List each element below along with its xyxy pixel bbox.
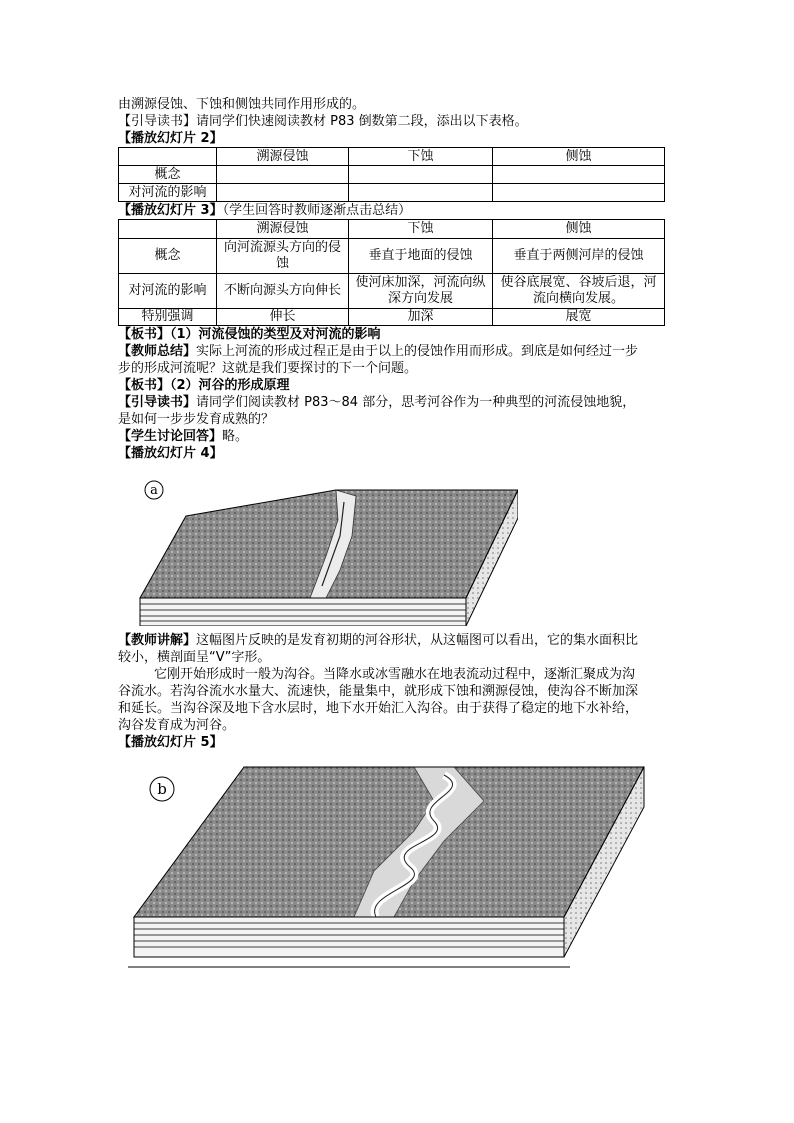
table-header-cell xyxy=(119,220,217,239)
table-row: 对河流的影响 不断向源头方向伸长 使河床加深，河流向纵深方向发展 使谷底展宽、谷坡后退，河流向横向发展。 xyxy=(119,274,665,309)
text-line: 步的形成河流呢？这就是我们要探讨的下一个问题。 xyxy=(118,361,418,376)
section-tag: 【播放幻灯片 5】 xyxy=(118,735,223,750)
text-line: 谷流水。若沟谷流水水量大、流速快，能量集中，就形成下蚀和溯源侵蚀，使沟谷不断加深 xyxy=(118,684,639,699)
text-line: 它刚开始形成时一般为沟谷。当降水或冰雪融水在地表流动过程中，逐渐汇聚成为沟 xyxy=(154,667,636,682)
tag: 【引导读书】 xyxy=(118,114,197,129)
front-strata xyxy=(140,598,466,626)
figure-label: b xyxy=(157,780,167,798)
table-row: 对河流的影响 xyxy=(119,184,665,202)
table-header-cell: 侧蚀 xyxy=(493,220,665,239)
text-line: 【板书】（2）河谷的形成原理 xyxy=(118,378,290,393)
text-line: 沟谷发育成为河谷。 xyxy=(118,718,236,733)
summary-table xyxy=(118,219,665,326)
section-tag: 【播放幻灯片 3】 xyxy=(118,203,223,218)
table-row: 概念 xyxy=(119,166,665,184)
text-line: 是如何一步步发育成熟的？ xyxy=(118,412,275,427)
figure-b-developed-valley xyxy=(114,761,674,971)
text-line: 【板书】（1）河流侵蚀的类型及对河流的影响 xyxy=(118,327,381,342)
table-row: 概念 向河流源头方向的侵蚀 垂直于地面的侵蚀 垂直于两侧河岸的侵蚀 xyxy=(119,239,665,274)
table-header-cell: 溯源侵蚀 xyxy=(217,220,349,239)
text-line: 【教师讲解】这幅图片反映的是发育初期的河谷形状，从这幅图可以看出，它的集水面积比 xyxy=(118,633,639,648)
text-line: 【学生讨论回答】略。 xyxy=(118,429,249,444)
text-line: 【播放幻灯片 3】（学生回答时教师逐渐点击总结） xyxy=(118,203,412,218)
table-header-cell: 下蚀 xyxy=(349,220,493,239)
text-line: 【引导读书】请同学们快速阅读教材 P83 倒数第二段，添出以下表格。 xyxy=(118,114,528,129)
text-line: 【引导读书】请同学们阅读教材 P83～84 部分，思考河谷作为一种典型的河流侵蚀地貌， xyxy=(118,395,636,410)
table-header-cell xyxy=(119,148,217,166)
text-line: 较小，横剖面呈“V”字形。 xyxy=(118,650,271,665)
text-line: 【教师总结】实际上河流的形成过程正是由于以上的侵蚀作用而形成。到底是如何经过一步 xyxy=(118,344,639,359)
table-header-cell: 溯源侵蚀 xyxy=(217,148,349,166)
table-row: 特别强调 伸长 加深 展宽 xyxy=(119,309,665,326)
section-tag: 【播放幻灯片 2】 xyxy=(118,131,223,146)
figure-a-young-valley xyxy=(126,476,518,626)
figure-label: a xyxy=(150,483,158,498)
section-tag: 【播放幻灯片 4】 xyxy=(118,446,223,461)
table-header-cell: 下蚀 xyxy=(349,148,493,166)
blank-table xyxy=(118,147,665,202)
text-line: 由溯源侵蚀、下蚀和侧蚀共同作用形成的。 xyxy=(118,97,366,112)
document-page xyxy=(118,96,668,971)
text-line: 和延长。当沟谷深及地下含水层时，地下水开始汇入沟谷。由于获得了稳定的地下水补给， xyxy=(118,701,639,716)
table-header-cell: 侧蚀 xyxy=(493,148,665,166)
